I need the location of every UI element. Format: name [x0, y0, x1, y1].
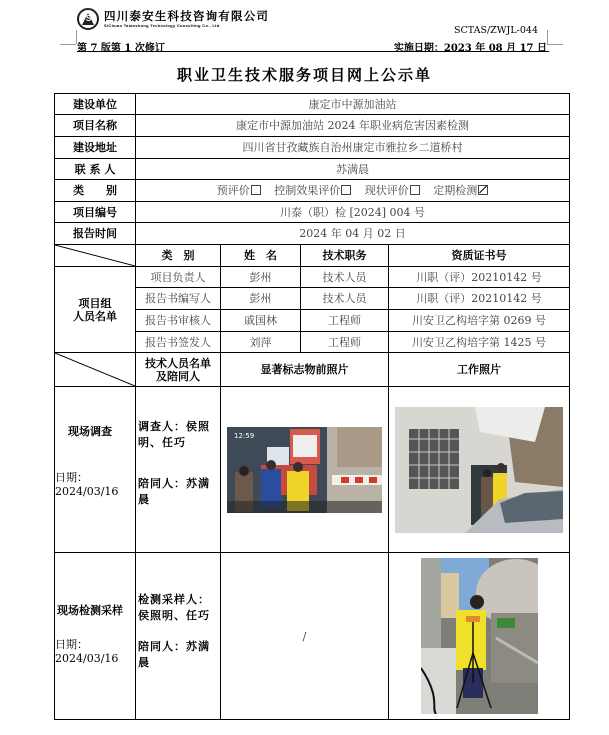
work-photo[interactable] — [395, 407, 563, 533]
work-photo-image — [395, 407, 563, 533]
info-row — [55, 137, 570, 159]
diagonal-header-cell — [55, 353, 136, 387]
work-photo-cell — [389, 553, 570, 720]
stage-label: 现场检测采样 — [57, 604, 123, 617]
stage-label: 现场调查 — [68, 425, 112, 438]
column-header-staff-list: 技术人员名单 及陪同人 — [136, 353, 221, 387]
info-row — [55, 94, 570, 115]
implementation-date: 实施日期：2023 年 08 月 17 日 — [393, 43, 547, 54]
staff-title: 工程师 — [301, 310, 389, 332]
column-header-name: 姓 名 — [221, 245, 301, 267]
checkbox-icon[interactable] — [341, 185, 351, 195]
checkbox-icon[interactable] — [410, 185, 420, 195]
category-option-control-effect[interactable]: 控制效果评价 — [274, 184, 351, 197]
diagonal-line — [55, 245, 135, 266]
stage-date: 日期： 2024/03/16 — [55, 638, 119, 665]
category-options — [136, 180, 570, 202]
column-header-certificate: 资质证书号 — [389, 245, 570, 267]
sampling-row — [55, 553, 570, 720]
staff-name: 刘萍 — [221, 332, 301, 353]
margin-mark — [547, 44, 563, 45]
info-label: 项目名称 — [55, 115, 136, 137]
report-time-row — [55, 223, 570, 245]
report-time-label: 报告时间 — [55, 223, 136, 245]
staff-certificate: 川职（评）20210142 号 — [389, 267, 570, 288]
project-number-label: 项目编号 — [55, 202, 136, 223]
diagonal-header-cell — [55, 245, 136, 267]
staff-certificate: 川安卫乙构培字第 0269 号 — [389, 310, 570, 332]
project-number-value: 川泰（职）检 [2024] 004 号 — [136, 202, 570, 223]
staff-role: 报告书审核人 — [136, 310, 221, 332]
staff-row — [55, 267, 570, 288]
construction-unit-value: 康定市中源加油站 — [136, 94, 570, 115]
margin-mark — [547, 30, 548, 44]
header-divider — [77, 51, 549, 52]
staff-header-row — [55, 245, 570, 267]
work-photo[interactable] — [421, 558, 538, 714]
checked-checkbox-icon[interactable] — [478, 185, 488, 195]
photo-header-row — [55, 353, 570, 387]
staff-title: 技术人员 — [301, 267, 389, 288]
diagonal-line — [55, 353, 135, 386]
info-label: 联 系 人 — [55, 159, 136, 180]
stage-cell — [55, 387, 136, 553]
document-code: SCTAS/ZWJL-044 — [454, 25, 538, 36]
staff-role: 报告书编写人 — [136, 288, 221, 310]
landmark-photo-cell — [221, 553, 389, 720]
category-option-periodic-inspection[interactable]: 定期检测 — [433, 184, 488, 197]
category-option-pre-evaluation[interactable]: 预评价 — [217, 184, 261, 197]
version-label: 第 7 版第 1 次修订 — [77, 43, 165, 54]
project-number-row — [55, 202, 570, 223]
company-logo-icon — [77, 8, 99, 30]
company-name-cn: 四川泰安生科技咨询有限公司 — [104, 9, 270, 23]
work-photo-cell — [389, 387, 570, 553]
report-time-value: 2024 年 04 月 02 日 — [136, 223, 570, 245]
landmark-photo-cell — [221, 387, 389, 553]
staff-cell — [136, 387, 221, 553]
accompany-person: 陪同人：苏满晨 — [138, 640, 210, 669]
info-label: 建设单位 — [55, 94, 136, 115]
project-name-value: 康定市中源加油站 2024 年职业病危害因素检测 — [136, 115, 570, 137]
staff-cell — [136, 553, 221, 720]
info-row — [55, 159, 570, 180]
contact-value: 苏满晨 — [136, 159, 570, 180]
staff-role: 项目负责人 — [136, 267, 221, 288]
staff-role: 报告书签发人 — [136, 332, 221, 353]
svg-text:12:59: 12:59 — [234, 431, 255, 440]
staff-name: 彭州 — [221, 267, 301, 288]
staff-group-label: 项目组 人员名单 — [55, 267, 136, 353]
staff-name: 彭州 — [221, 288, 301, 310]
column-header-landmark-photo: 显著标志物前照片 — [221, 353, 389, 387]
stage-cell — [55, 553, 136, 720]
column-header-title: 技术职务 — [301, 245, 389, 267]
staff-title: 技术人员 — [301, 288, 389, 310]
column-header-work-photo: 工作照片 — [389, 353, 570, 387]
staff-name: 戚国林 — [221, 310, 301, 332]
staff-title: 工程师 — [301, 332, 389, 353]
column-header-role: 类 别 — [136, 245, 221, 267]
page-title: 职业卫生技术服务项目网上公示单 — [176, 66, 432, 84]
company-name-en: SiChuan Taianshong Technology Consulting Co., Ltd. — [104, 23, 221, 28]
investigator-list: 调查人：侯照明、任巧 — [138, 420, 210, 449]
disclosure-table — [54, 93, 570, 720]
no-photo-placeholder: / — [302, 629, 307, 643]
company-logo — [77, 8, 269, 30]
info-label: 建设地址 — [55, 137, 136, 159]
address-value: 四川省甘孜藏族自治州康定市雅拉乡二道桥村 — [136, 137, 570, 159]
landmark-photo[interactable] — [227, 427, 382, 513]
staff-certificate: 川安卫乙构培字第 1425 号 — [389, 332, 570, 353]
info-row — [55, 115, 570, 137]
category-label: 类 别 — [55, 180, 136, 202]
staff-certificate: 川职（评）20210142 号 — [389, 288, 570, 310]
margin-mark — [60, 44, 76, 45]
checkbox-icon[interactable] — [251, 185, 261, 195]
landmark-photo-image — [227, 427, 382, 513]
category-row — [55, 180, 570, 202]
site-survey-row — [55, 387, 570, 553]
category-option-status-evaluation[interactable]: 现状评价 — [365, 184, 420, 197]
work-photo-image — [421, 558, 538, 714]
sampler-list: 检测采样人：侯照明、任巧 — [138, 593, 210, 622]
stage-date: 日期： 2024/03/16 — [55, 471, 119, 498]
accompany-person: 陪同人：苏满晨 — [138, 477, 210, 506]
